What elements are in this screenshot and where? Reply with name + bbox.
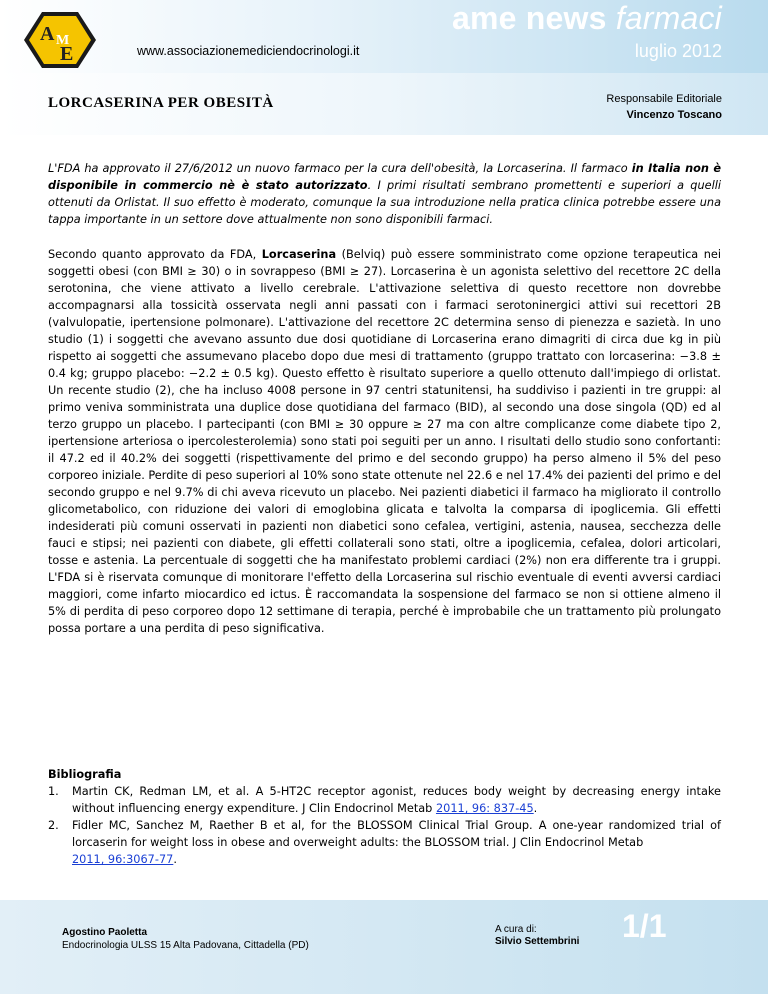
reference-end: . [533, 802, 538, 815]
bibliography-heading: Bibliografia [48, 768, 122, 781]
bibliography [48, 766, 721, 868]
website-url[interactable]: www.associazionemediciendocrinologi.it [137, 44, 360, 58]
reference-text [72, 783, 721, 817]
body-paragraph [48, 246, 721, 637]
reference-number: 2. [48, 819, 59, 832]
issue-date: luglio 2012 [634, 41, 722, 61]
editor-label: Responsabile Editoriale [606, 93, 722, 105]
article-title: LORCASERINA PER OBESITÀ [48, 95, 274, 111]
brand-bold: ame news [452, 0, 607, 36]
reference-number: 1. [48, 785, 59, 798]
ame-logo [20, 10, 100, 70]
footer-author [62, 926, 309, 952]
editor-block [606, 91, 722, 123]
brand-title [452, 0, 722, 37]
footer-curator [495, 924, 579, 948]
author-name: Agostino Paoletta [62, 927, 148, 938]
reference-link[interactable]: 2011, 96:3067-77 [72, 853, 174, 866]
curator-label: A cura di: [495, 924, 537, 935]
logo-letter-a: A [40, 23, 55, 45]
body-text-2: (Belviq) può essere somministrato come opzione terapeutica nei soggetti obesi (con BMI ≥ 30) o in sovrappeso (BMI ≥ 27). Lorcaserina è un agonista selettivo del recettore 2C della serotonina, che viene attivato a livello cerebrale. L'attivazione selettiva di questo recettore non dovrebbe accompagnarsi alla tossicità osservata negli anni passati con i farmaci serotoninergici attivi sui recettori 2B (valvulopatie, ipertensione polmonare). L'attivazione del recettore 2C determina senso di pienezza e sazietà. In uno studio (1) i soggetti che avevano assunto due dosi quotidiane di Lorcaserina erano dimagriti di circa due kg in più rispetto ai soggetti che assumevano placebo dopo due mesi di trattamento (gruppo trattato con lorcaserina: −3.8 ± 0.4 kg; gruppo placebo: −2.2 ± 0.5 kg). Questo effetto è risultato superiore a quello ottenuto dall'impiego di orlistat. Un recente studio (2), che ha incluso 4008 persone in 97 centri statunitensi, ha suddiviso i pazienti in tre gruppi: al primo veniva somministrata una duplice dose quotidiana del farmaco (BID), al secondo una dose singola (QD) ed al terzo gruppo un placebo. I partecipanti (con BMI ≥ 30 oppure ≥ 27 ma con altre complicanze come diabete tipo 2, ipertensione arteriosa o ipercolesterolemia) sono stati poi seguiti per un anno. I risultati dello studio sono confortanti: il 47.2 ed il 40.2% dei soggetti (rispettivamente del primo e del secondo gruppo) ha perso almeno il 5% del peso corporeo iniziale. Perdite di peso superiori al 10% sono state ottenute nel 22.6 e nel 17.4% dei pazienti del primo e del secondo gruppo e nel 9.7% di chi aveva ricevuto un placebo. Nei pazienti diabetici il farmaco ha migliorato il controllo glicometabolico, con riduzione dei valori di emoglobina glicata e talvolta la comparsa di ipoglicemia. Gli effetti indesiderati più comuni osservati in pazienti non diabetici sono cefalea, vertigini, astenia, nausea, secchezza delle fauci e stipsi; nei pazienti con diabete, gli effetti collaterali sono stati, oltre a ipoglicemia, cefalea, dolori articolari, tosse e astenia. La percentuale di soggetti che ha manifestato problemi cardiaci (2%) non era differente tra i gruppi. L'FDA si è riservata comunque di monitorare l'effetto della Lorcaserina sul rischio eventuale di eventi avversi cardiaci maggiori, come infarto miocardico ed ictus. È raccomandata la sospensione del farmaco se non si ottiene almeno il 5% di perdita di peso corporeo dopo 12 settimane di terapia, perché è improbabile che un trattamento più prolungato possa portare a una perdita di peso significativa. [48, 248, 721, 635]
logo-letter-m: M [56, 33, 70, 48]
editor-name: Vincenzo Toscano [626, 109, 722, 121]
intro-text-1: L'FDA ha approvato il 27/6/2012 un nuovo farmaco per la cura dell'obesità, la Lorcaserina. Il farmaco [48, 162, 632, 175]
reference-citation: Martin CK, Redman LM, et al. A 5-HT2C receptor agonist, reduces body weight by decreasing energy intake without influencing energy expenditure. J Clin Endocrinol Metab [72, 785, 721, 815]
intro-paragraph [48, 160, 721, 228]
reference-citation: Fidler MC, Sanchez M, Raether B et al, for the BLOSSOM Clinical Trial Group. A one-year randomized trial of lorcaserin for weight loss in obese and overweight adults: the BLOSSOM trial. J Clin Endocrinol Metab [72, 819, 721, 849]
body-bold: Lorcaserina [261, 248, 337, 261]
reference-item [48, 817, 721, 868]
reference-end: . [173, 853, 177, 866]
body-text-1: Secondo quanto approvato da FDA, [48, 248, 262, 261]
curator-name: Silvio Settembrini [495, 936, 580, 947]
logo-letter-e: E [60, 43, 74, 65]
intro-bold: in Italia non è disponibile in commercio nè è stato autorizzato [48, 162, 721, 192]
reference-link[interactable]: 2011, 96: 837-45 [435, 802, 534, 815]
reference-item [48, 783, 721, 817]
page-number: 1/1 [622, 908, 667, 944]
brand-light: farmaci [615, 0, 722, 36]
author-affiliation: Endocrinologia ULSS 15 Alta Padovana, Cittadella (PD) [62, 940, 309, 951]
reference-text [72, 817, 721, 868]
intro-text-2: . I primi risultati sembrano promettenti e superiori a quelli ottenuti da Orlistat. Il suo effetto è moderato, comunque la sua introduzione nella pratica clinica potrebbe essere una tappa importante in un settore dove attualmente non sono disponibili farmaci. [48, 179, 721, 226]
